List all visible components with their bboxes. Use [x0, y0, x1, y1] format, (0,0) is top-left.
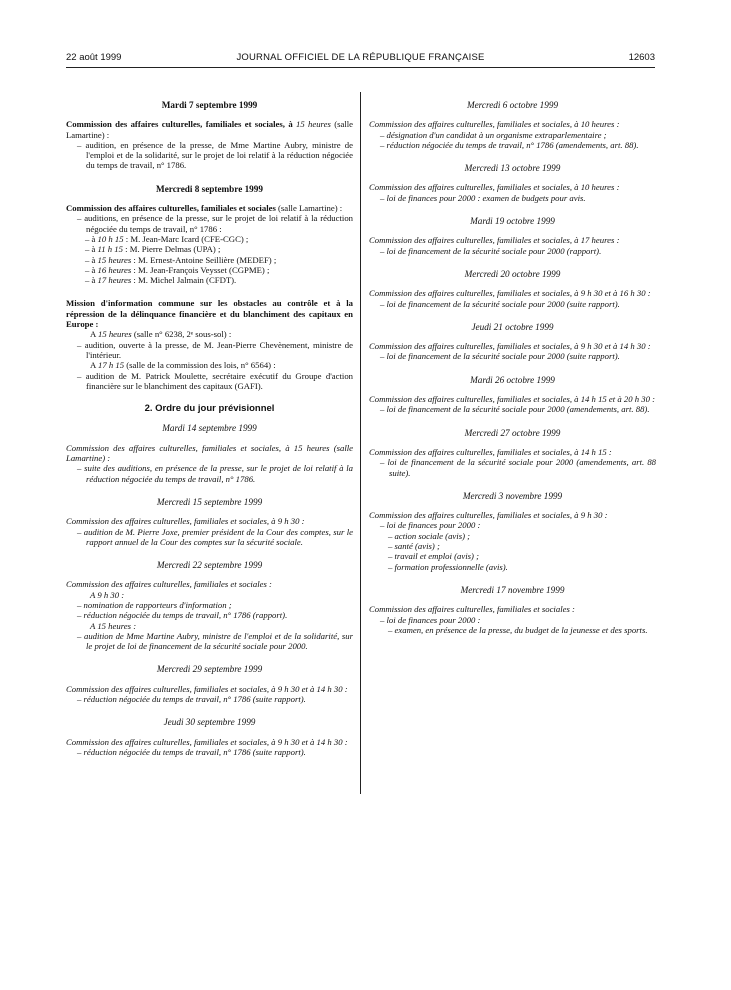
session-block — [369, 375, 656, 415]
session-block — [369, 428, 656, 478]
agenda-item: – auditions, en présence de la presse, sur le projet de loi relatif à la réduction négociée du temps de travail, n° 1786 : — [66, 213, 353, 234]
committee-line: Commission des affaires culturelles, familiales et sociales, à 10 heures : — [369, 119, 620, 130]
session-date: Mercredi 20 octobre 1999 — [464, 268, 561, 279]
session-block — [66, 100, 353, 171]
committee-line: Commission des affaires culturelles, familiales et sociales : — [66, 579, 272, 590]
committee-line: Commission des affaires culturelles, familiales et sociales, à 14 h 15 et à 20 h 30 : — [369, 394, 656, 405]
mission-block — [66, 298, 353, 391]
time-line: A 17 h 15 (salle de la commission des lois, n° 6564) : — [90, 360, 276, 371]
agenda-item: – loi de financement de la sécurité sociale pour 2000 (amendements, art. 88). — [369, 404, 656, 414]
committee-line: Commission des affaires culturelles, familiales et sociales, à 14 h 15 : — [369, 446, 612, 457]
left-column — [66, 96, 353, 770]
committee-line: Commission des affaires culturelles, familiales et sociales, à 9 h 30 et à 14 h 30 : — [369, 341, 651, 352]
session-block — [66, 184, 353, 286]
committee-line: Commission des affaires culturelles, familiales et sociales, à 9 h 30 et à 16 h 30 : — [369, 288, 651, 299]
session-date: Mardi 26 octobre 1999 — [470, 374, 555, 385]
session-block — [66, 717, 353, 757]
right-column — [369, 96, 656, 648]
agenda-item: – audition, ouverte à la presse, de M. Jean-Pierre Chevènement, ministre de l'intérieur. — [66, 340, 353, 361]
journal-title: JOURNAL OFFICIEL DE LA RÉPUBLIQUE FRANÇAISE — [236, 52, 485, 63]
mission-title: Mission d'information commune sur les obstacles au contrôle et à la répression de la délinquance financière et du blanchiment des capitaux en Europe : — [66, 298, 353, 330]
page-number: 12603 — [628, 52, 655, 63]
agenda-item: – réduction négociée du temps de travail, n° 1786 (amendements, art. 88). — [369, 140, 656, 150]
session-date: Mardi 14 septembre 1999 — [162, 423, 257, 434]
session-block — [66, 560, 353, 651]
session-date: Jeudi 30 septembre 1999 — [163, 717, 256, 728]
session-date: Mercredi 22 septembre 1999 — [156, 560, 263, 571]
agenda-item: – audition de M. Patrick Moulette, secrétaire exécutif du Groupe d'action financière sur le blanchiment des capitaux (GAFI). — [66, 371, 353, 392]
session-date: Jeudi 21 octobre 1999 — [471, 321, 554, 332]
agenda-subitem: – à 15 heures : M. Ernest-Antoine Seillière (MEDEF) ; — [66, 255, 353, 265]
agenda-subitem: – formation professionnelle (avis). — [369, 562, 656, 572]
committee-line: Commission des affaires culturelles, familiales et sociales, à 9 h 30 et à 14 h 30 : — [66, 736, 348, 747]
agenda-subitem: – à 10 h 15 : M. Jean-Marc Icard (CFE-CGC) ; — [66, 234, 353, 244]
agenda-subitem: – examen, en présence de la presse, du budget de la jeunesse et des sports. — [369, 625, 656, 635]
session-block — [369, 491, 656, 572]
session-date: Mercredi 13 octobre 1999 — [464, 163, 561, 174]
session-block — [369, 216, 656, 256]
session-block — [369, 269, 656, 309]
time-line: A 9 h 30 : — [90, 589, 125, 600]
column-divider — [360, 92, 361, 794]
committee-line: Commission des affaires culturelles, familiales et sociales, à 9 h 30 : — [369, 510, 608, 521]
committee-line: Commission des affaires culturelles, familiales et sociales, à 17 heures : — [369, 235, 620, 246]
committee-line: Commission des affaires culturelles, familiales et sociales, à 15 heures (salle Lamartine) : — [66, 119, 354, 140]
session-block — [369, 585, 656, 635]
agenda-item: – loi de financement de la sécurité sociale pour 2000 (rapport). — [369, 246, 656, 256]
agenda-subitem: – à 17 heures : M. Michel Jalmain (CFDT). — [66, 275, 353, 285]
time-line: A 15 heures : — [90, 620, 137, 631]
session-date: Mercredi 29 septembre 1999 — [156, 664, 263, 675]
session-date: Mercredi 17 novembre 1999 — [460, 584, 565, 595]
agenda-item: – loi de finances pour 2000 : — [369, 615, 656, 625]
agenda-item: – loi de financement de la sécurité sociale pour 2000 (amendements, art. 88 suite). — [369, 457, 656, 478]
agenda-item: – réduction négociée du temps de travail, n° 1786 (suite rapport). — [66, 694, 353, 704]
session-block — [369, 100, 656, 150]
agenda-subitem: – santé (avis) ; — [369, 541, 656, 551]
session-date: Mercredi 8 septembre 1999 — [156, 183, 263, 194]
header-rule — [66, 67, 655, 68]
agenda-item: – réduction négociée du temps de travail, n° 1786 (rapport). — [66, 610, 353, 620]
session-block — [369, 163, 656, 203]
running-header — [66, 52, 655, 66]
session-block — [66, 497, 353, 547]
agenda-subitem: – à 11 h 15 : M. Pierre Delmas (UPA) ; — [66, 244, 353, 254]
committee-line: Commission des affaires culturelles, familiales et sociales, à 10 heures : — [369, 182, 620, 193]
agenda-item: – suite des auditions, en présence de la presse, sur le projet de loi relatif à la réduction négociée du temps de travail, n° 1786. — [66, 463, 353, 484]
session-date: Mardi 7 septembre 1999 — [161, 100, 258, 110]
committee-line: Commission des affaires culturelles, familiales et sociales, à 15 heures (salle Lamartine) : — [66, 442, 353, 464]
session-block — [66, 664, 353, 704]
session-date: Mercredi 6 octobre 1999 — [466, 100, 559, 110]
agenda-item: – désignation d'un candidat à un organisme extraparlementaire ; — [369, 130, 656, 140]
session-date: Mardi 19 octobre 1999 — [470, 216, 555, 227]
session-block — [369, 322, 656, 362]
session-date: Mercredi 3 novembre 1999 — [462, 490, 563, 501]
session-block — [66, 423, 353, 483]
committee-line: Commission des affaires culturelles, familiales et sociales : — [369, 604, 575, 615]
agenda-item: – audition de M. Pierre Joxe, premier président de la Cour des comptes, sur le rapport annuel de la Cour des comptes sur la sécurité sociale. — [66, 527, 353, 548]
agenda-item: – loi de finances pour 2000 : — [369, 520, 656, 530]
agenda-subitem: – à 16 heures : M. Jean-François Veysset (CGPME) ; — [66, 265, 353, 275]
agenda-item: – réduction négociée du temps de travail, n° 1786 (suite rapport). — [66, 747, 353, 757]
agenda-item: – audition, en présence de la presse, de Mme Martine Aubry, ministre de l'emploi et de la solidarité, sur le projet de loi relatif à la réduction négociée du temps de travail, n° 1786. — [66, 140, 353, 171]
header-date: 22 août 1999 — [66, 52, 122, 63]
agenda-item: – nomination de rapporteurs d'information ; — [66, 600, 353, 610]
agenda-item: – audition de Mme Martine Aubry, ministre de l'emploi et de la solidarité, sur le projet de loi de financement de la sécurité sociale pour 2000. — [66, 631, 353, 652]
agenda-item: – loi de financement de la sécurité sociale pour 2000 (suite rapport). — [369, 351, 656, 361]
session-date: Mercredi 27 octobre 1999 — [464, 427, 561, 438]
agenda-subitem: – action sociale (avis) ; — [369, 531, 656, 541]
agenda-subitem: – travail et emploi (avis) ; — [369, 551, 656, 561]
section-heading: 2. Ordre du jour prévisionnel — [144, 403, 275, 415]
committee-line: Commission des affaires culturelles, familiales et sociales, à 9 h 30 : — [66, 516, 305, 527]
agenda-item: – loi de financement de la sécurité sociale pour 2000 (suite rapport). — [369, 299, 656, 309]
committee-line: Commission des affaires culturelles, familiales et sociales, à 9 h 30 et à 14 h 30 : — [66, 683, 348, 694]
time-line: A 15 heures (salle n° 6238, 2ᵉ sous-sol) : — [90, 329, 232, 340]
session-date: Mercredi 15 septembre 1999 — [156, 496, 263, 507]
committee-line: Commission des affaires culturelles, familiales et sociales (salle Lamartine) : — [66, 203, 343, 214]
agenda-item: – loi de finances pour 2000 : examen de budgets pour avis. — [369, 193, 656, 203]
